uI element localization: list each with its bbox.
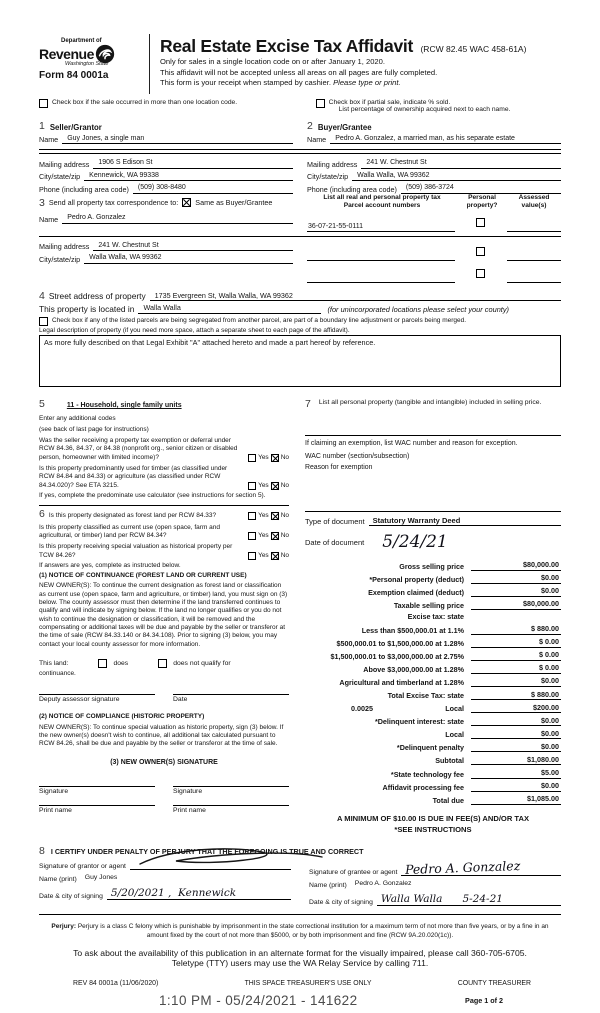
date-of-document-label: Date of document <box>305 538 365 548</box>
see-instructions-note: *SEE INSTRUCTIONS <box>394 825 472 835</box>
forest-land-question: Is this property designated as forest land per RCW 84.33? <box>48 512 217 520</box>
grantor-print-name-label: Name (print) <box>39 876 77 884</box>
tax-row-label: Total due <box>432 795 464 805</box>
grantee-signature-text: Pedro A. Gonzalez <box>405 858 521 878</box>
multiple-location-label: Check box if the sale occurred in more than one location code. <box>52 99 238 106</box>
exemption-claimed-value[interactable]: $0.00 <box>471 586 561 597</box>
section-number: 2 <box>307 120 313 132</box>
type-of-document-label: Type of document <box>305 517 365 527</box>
seller-grantor-title: Seller/Grantor <box>49 122 102 132</box>
no-label: No <box>280 531 289 539</box>
correspondence-name-field[interactable]: Pedro A. Gonzalez <box>62 214 293 224</box>
section-divider <box>39 149 561 154</box>
street-address-field[interactable]: 1735 Evergreen St, Walla Walla, WA 99362 <box>150 291 561 302</box>
partial-sale-label: Check box if partial sale, indicate % sold. <box>328 99 451 106</box>
document-date-field[interactable]: 5/24/21 <box>382 532 448 553</box>
street-address-label: Street address of property <box>48 291 146 302</box>
parcel-number-field[interactable] <box>307 274 455 283</box>
this-land-label: This land: <box>39 659 69 667</box>
legal-description-label: Legal description of property (if you need more space, attach a separate sheet to each page of the affidavit). <box>39 326 350 334</box>
parcel-row <box>307 265 561 283</box>
tier2-tax-value[interactable]: $ 0.00 <box>471 637 561 648</box>
buyer-phone-field[interactable]: (509) 386-3724 <box>401 184 561 194</box>
county-treasurer-label: COUNTY TREASURER <box>457 979 531 987</box>
checkbox-personal-property-1[interactable] <box>476 218 485 227</box>
wac-number-label: WAC number (section/subsection) <box>305 453 410 461</box>
seller-mailing-field[interactable]: 1906 S Edison St <box>93 159 293 169</box>
section-number: 3 <box>39 196 45 209</box>
checkbox-s6q3-yes[interactable] <box>248 552 256 560</box>
local-tax-value[interactable]: $200.00 <box>471 703 561 714</box>
perjury-notice <box>39 923 561 941</box>
yes-label: Yes <box>258 453 269 461</box>
segregated-note: Check box if any of the listed parcels are being segregated from another parcel, are part of a boundary line adjustment or parcels being merged. <box>52 316 467 324</box>
delinquent-interest-local-value[interactable]: $0.00 <box>471 729 561 740</box>
exemption-deferral-question: Was the seller receiving a property tax exemption or deferral under RCW 84.36, 84.37, or 84.38 (nonprofit org., senior citizen or disabled person, homeowner with limited income)? <box>39 437 238 461</box>
tax-row-label: $1,500,000.01 to $3,000,000.00 at 2.75% <box>330 651 464 661</box>
grantee-print-name-field[interactable]: Pedro A. Gonzalez <box>354 880 412 888</box>
no-label: No <box>280 512 289 520</box>
treasurer-timestamp: 1:10 PM - 05/24/2021 - 141622 <box>159 992 358 1008</box>
form-number: Form 84 0001a <box>39 70 109 81</box>
assessed-value-field[interactable] <box>507 252 561 261</box>
checkbox-s5q2-no[interactable] <box>271 482 279 490</box>
tax-row-label: *Personal property (deduct) <box>369 574 464 584</box>
new-owner-print-name-line[interactable]: Print name <box>173 805 289 814</box>
tax-row-label: Gross selling price <box>399 561 464 571</box>
receipt-note: This form is your receipt when stamped by cashier. <box>160 78 331 88</box>
checkbox-partial-sale[interactable] <box>316 99 325 108</box>
correspondence-label: Send all property tax correspondence to: <box>48 198 179 208</box>
checkbox-s5q1-no[interactable] <box>271 454 279 462</box>
does-not-label: does not qualify for <box>173 659 231 667</box>
deputy-assessor-signature-line[interactable]: Deputy assessor signature <box>39 694 155 703</box>
checkbox-s6q1-yes[interactable] <box>248 512 256 520</box>
section-divider <box>39 914 561 915</box>
notice-compliance-body: NEW OWNER(S): To continue special valuation as historic property, sign (3) below. If the new owner(s) doesn't wish to continue, all additional tax calculated pursuant to RCW 84.26, shall be due and payable by the seller or transferor at the time of sale. <box>39 723 284 748</box>
seller-city-field[interactable]: Kennewick, WA 99338 <box>84 172 293 182</box>
checkbox-s5q1-yes[interactable] <box>248 454 256 462</box>
tax-row-label: Local <box>445 704 464 714</box>
checkbox-personal-property-2[interactable] <box>476 247 485 256</box>
delinquent-interest-state-value[interactable]: $0.00 <box>471 716 561 727</box>
checkbox-s6q3-no[interactable] <box>271 552 279 560</box>
grantee-signature-field[interactable] <box>401 860 561 876</box>
parcel-row <box>307 243 561 261</box>
grantor-signature-scribble <box>136 844 326 870</box>
correspondence-mailing-label: Mailing address <box>39 242 90 252</box>
buyer-mailing-label: Mailing address <box>307 159 358 169</box>
subtotal-value[interactable]: $1,080.00 <box>471 755 561 766</box>
buyer-name-label: Name <box>307 135 327 144</box>
yes-label: Yes <box>258 551 269 559</box>
type-or-print-note: Please type or print. <box>333 78 401 88</box>
gross-selling-price-value[interactable]: $80,000.00 <box>471 560 561 571</box>
parcel-table-header: List all real and personal property tax Parcel account numbers Personal property? Assessed value(s) <box>323 193 550 209</box>
section-divider <box>305 511 561 512</box>
grantee-date-city-label: Date & city of signing <box>309 899 373 907</box>
no-label: No <box>280 551 289 559</box>
county-hint: (for unincorporated locations please select your county) <box>327 304 510 314</box>
section-number: 7 <box>305 397 311 410</box>
affidavit-page <box>39 0 561 1013</box>
tax-row-label: Subtotal <box>435 756 464 766</box>
perjury-label: Perjury: <box>51 923 76 931</box>
notice-continuance-body: NEW OWNER(S): To continue the current designation as forest land or classification as current use (open space, farm and agriculture, or timber) land, you must sign on (3) below. The county assessor must then determine if the land transferred continues to qualify and will indicate by signing below. If the land no longer qualifies or you do not wish to continue the designation or classification, it will be removed and the compensating or additional taxes will be due and payable by the seller or transferor at the time of sale (RCW 84.33.140 or 84.34.108). Prior to signing (3) below, you may contact your local county assessor for more information. <box>39 582 288 648</box>
grantee-date-city-field[interactable]: Walla Walla 5-24-21 <box>377 893 561 906</box>
affidavit-processing-fee-value[interactable]: $0.00 <box>471 781 561 792</box>
tax-row-value <box>471 613 561 622</box>
section-2-heading <box>307 121 561 132</box>
yes-label: Yes <box>258 481 269 489</box>
tax-row-label: Less than $500,000.01 at 1.1% <box>361 625 464 635</box>
checkbox-same-as-buyer[interactable] <box>182 198 191 207</box>
grantor-signature-field[interactable] <box>130 860 291 870</box>
tax-row-label: Exemption claimed (deduct) <box>368 587 464 597</box>
additional-codes-label: Enter any additional codes <box>39 415 116 423</box>
local-rate-value: 0.0025 <box>351 704 373 714</box>
checkbox-s6q2-no[interactable] <box>271 532 279 540</box>
checkbox-s6q2-yes[interactable] <box>248 532 256 540</box>
historical-property-question: Is this property receiving special valuation as historical property per TCW 84.26? <box>39 543 233 559</box>
agricultural-timberland-value[interactable]: $0.00 <box>471 676 561 687</box>
tax-row-label: Affidavit processing fee <box>382 782 464 792</box>
see-back-note: (see back of last page for instructions) <box>39 425 149 433</box>
buyer-city-field[interactable]: Walla Walla, WA 99362 <box>352 172 561 182</box>
assessed-value-field[interactable] <box>507 223 561 232</box>
yes-label: Yes <box>258 512 269 520</box>
tax-row-label: Total Excise Tax: state <box>387 691 464 701</box>
tier3-tax-value[interactable]: $ 0.00 <box>471 650 561 661</box>
yes-label: Yes <box>258 531 269 539</box>
tier1-tax-value[interactable]: $ 880.00 <box>471 624 561 635</box>
notice-compliance-title: (2) NOTICE OF COMPLIANCE (HISTORIC PROPERTY) <box>39 713 205 721</box>
tax-row-label: *Delinquent penalty <box>396 743 464 753</box>
seller-name-field[interactable]: Guy Jones, a single man <box>62 135 293 145</box>
document-type-field[interactable]: Statutory Warranty Deed <box>369 516 561 526</box>
section-number: 6 <box>39 508 45 521</box>
delinquent-penalty-value[interactable]: $0.00 <box>471 742 561 753</box>
grantor-date-city-label: Date & city of signing <box>39 893 103 901</box>
form-title: Real Estate Excise Tax Affidavit <box>160 36 414 56</box>
if-yes-note: If answers are yes, complete as instructed below. <box>39 561 181 569</box>
new-owner-signature-line[interactable]: Signature <box>173 786 289 795</box>
seller-city-label: City/state/zip <box>39 172 81 181</box>
buyer-phone-label: Phone (including area code) <box>307 184 397 194</box>
form-header <box>39 34 561 94</box>
reason-exemption-label: Reason for exemption <box>305 464 373 472</box>
form-instruction-line: Only for sales in a single location code on or after January 1, 2020. <box>160 57 385 66</box>
personal-property-list-label: List all personal property (tangible and intangible) included in selling price. <box>318 398 542 406</box>
correspondence-mailing-field[interactable]: 241 W. Chestnut St <box>93 242 293 252</box>
tax-row-label: $500,000.01 to $1,500,000.00 at 1.28% <box>336 638 464 648</box>
grantor-date-city-field[interactable]: 5/20/2021 , Kennewick <box>107 887 291 900</box>
ownership-percentage-label: List percentage of ownership acquired next to each name. <box>338 106 511 113</box>
continuance-label: continuance. <box>39 669 76 677</box>
correspondence-city-label: City/state/zip <box>39 254 81 264</box>
legal-description-field[interactable]: As more fully described on that Legal Exhibit "A" attached hereto and made a part hereof by reference. <box>39 335 561 387</box>
personal-property-deduct-value[interactable]: $0.00 <box>471 573 561 584</box>
checkbox-personal-property-3[interactable] <box>476 269 485 278</box>
new-owner-print-name-line[interactable]: Print name <box>39 805 155 814</box>
form-title-rcw-ref: (RCW 82.45 WAC 458-61A) <box>420 44 527 54</box>
seller-phone-label: Phone (including area code) <box>39 184 129 194</box>
section-number: 1 <box>39 120 45 132</box>
seller-phone-field[interactable]: (509) 308-8480 <box>133 184 293 194</box>
grantee-print-name-label: Name (print) <box>309 882 347 890</box>
tax-row-label: *Delinquent interest: state <box>374 717 464 727</box>
predominate-use-note: If yes, complete the predominate use calculator (see instructions for section 5). <box>39 491 266 499</box>
section-number: 4 <box>39 289 45 302</box>
section-divider <box>39 236 561 237</box>
section-number: 8 <box>39 844 45 857</box>
grantor-print-name-field[interactable]: Guy Jones <box>84 874 118 882</box>
seller-mailing-label: Mailing address <box>39 159 90 169</box>
certify-statement: I CERTIFY UNDER PENALTY OF PERJURY THAT THE FOREGOING IS TRUE AND CORRECT <box>50 847 364 857</box>
revenue-logo-block <box>39 34 139 94</box>
checkbox-segregated-parcels[interactable] <box>39 317 48 326</box>
perjury-text: Perjury is a class C felony which is punishable by imprisonment in the state correctional institution for a maximum term of not more than five years, or by a fine in an amount fixed by the court of not more than $5000, or by both imprisonment and fine (RCW 9A.20.020(1c)). <box>77 923 549 939</box>
buyer-city-label: City/state/zip <box>307 172 349 181</box>
tax-row-label: Agricultural and timberland at 1.28% <box>339 677 464 687</box>
grantee-signature-label: Signature of grantee or agent <box>309 869 398 877</box>
section-divider <box>305 435 561 436</box>
buyer-mailing-field[interactable]: 241 W. Chestnut St <box>361 159 561 169</box>
use-code-field[interactable]: 11 - Household, single family units <box>66 402 182 410</box>
revenue-wordmark: Revenue <box>39 46 94 62</box>
alternate-format-note: To ask about the availability of this publication in an alternate format for the visually impaired, please call 360-705-6705. <box>73 947 527 958</box>
checkbox-land-does[interactable] <box>98 659 107 668</box>
rev-form-number: REV 84 0001a (11/06/2020) <box>73 979 159 987</box>
buyer-grantee-title: Buyer/Grantee <box>317 122 372 132</box>
same-as-buyer-label: Same as Buyer/Grantee <box>195 198 273 208</box>
checkbox-multiple-location-code[interactable] <box>39 99 48 108</box>
tax-row-label: Taxable selling price <box>393 600 464 610</box>
does-label: does <box>113 659 129 667</box>
section-1-heading <box>39 121 293 132</box>
checkbox-s6q1-no[interactable] <box>271 512 279 520</box>
state-technology-fee-value[interactable]: $5.00 <box>471 768 561 779</box>
parcel-number-field[interactable]: 36-07-21-55-0111 <box>307 223 455 232</box>
deputy-date-line[interactable]: Date <box>173 694 289 703</box>
section-divider <box>39 505 289 506</box>
checkbox-land-does-not[interactable] <box>158 659 167 668</box>
notice-continuance-title: (1) NOTICE OF CONTINUANCE (FOREST LAND OR CURRENT USE) <box>39 572 247 580</box>
excise-tax-state-label: Excise tax: state <box>407 612 464 622</box>
header-divider <box>149 34 150 94</box>
county-field[interactable]: Walla Walla <box>138 303 321 314</box>
correspondence-name-label: Name <box>39 214 59 224</box>
no-label: No <box>280 453 289 461</box>
form-instruction-line: This affidavit will not be accepted unless all areas on all pages are fully completed. <box>160 67 438 77</box>
new-owners-signature-title: (3) NEW OWNER(S) SIGNATURE <box>110 758 218 766</box>
washington-state-label: Washington State <box>65 61 109 67</box>
tier4-tax-value[interactable]: $ 0.00 <box>471 663 561 674</box>
page-number: Page 1 of 2 <box>465 995 503 1005</box>
parcel-number-field[interactable] <box>307 252 455 261</box>
current-use-question: Is this property classified as current use (open space, farm and agricultural, or timber) land per RCW 84.34? <box>39 523 221 539</box>
seller-name-label: Name <box>39 135 59 144</box>
timber-agriculture-question: Is this property predominantly used for timber (as classified under RCW 84.84 and 84.33) or agriculture (as classified under RCW 84.34.020)? See ETA 3215. <box>39 465 228 489</box>
minimum-due-note: A MINIMUM OF $10.00 IS DUE IN FEE(S) AND/OR TAX <box>336 813 530 823</box>
total-excise-state-value[interactable]: $ 880.00 <box>471 690 561 701</box>
buyer-name-field[interactable]: Pedro A. Gonzalez, a married man, as his separate estate <box>330 135 561 145</box>
assessed-value-field[interactable] <box>507 274 561 283</box>
located-in-label: This property is located in <box>39 303 135 314</box>
no-label: No <box>280 481 289 489</box>
section-number: 5 <box>39 397 45 410</box>
treasurer-space-label: THIS SPACE TREASURER'S USE ONLY <box>244 979 372 987</box>
tax-row-label: *State technology fee <box>390 769 464 779</box>
parcel-row <box>307 214 561 232</box>
form-instruction-line <box>160 78 526 89</box>
tax-row-label: Above $3,000,000.00 at 1.28% <box>363 664 464 674</box>
taxable-selling-price-value[interactable]: $80,000.00 <box>471 599 561 610</box>
new-owner-signature-line[interactable]: Signature <box>39 786 155 795</box>
grantor-signature-label: Signature of grantor or agent <box>39 863 126 871</box>
total-due-value[interactable]: $1,085.00 <box>471 794 561 805</box>
exemption-claim-label: If claiming an exemption, list WAC number and reason for exception. <box>305 440 518 448</box>
dept-of-label: Department of <box>61 38 102 44</box>
tax-row-label: Local <box>445 730 464 740</box>
checkbox-s5q2-yes[interactable] <box>248 482 256 490</box>
correspondence-city-field[interactable]: Walla Walla, WA 99362 <box>84 254 293 264</box>
tty-note: Teletype (TTY) users may use the WA Relay Service by calling 711. <box>171 957 429 968</box>
